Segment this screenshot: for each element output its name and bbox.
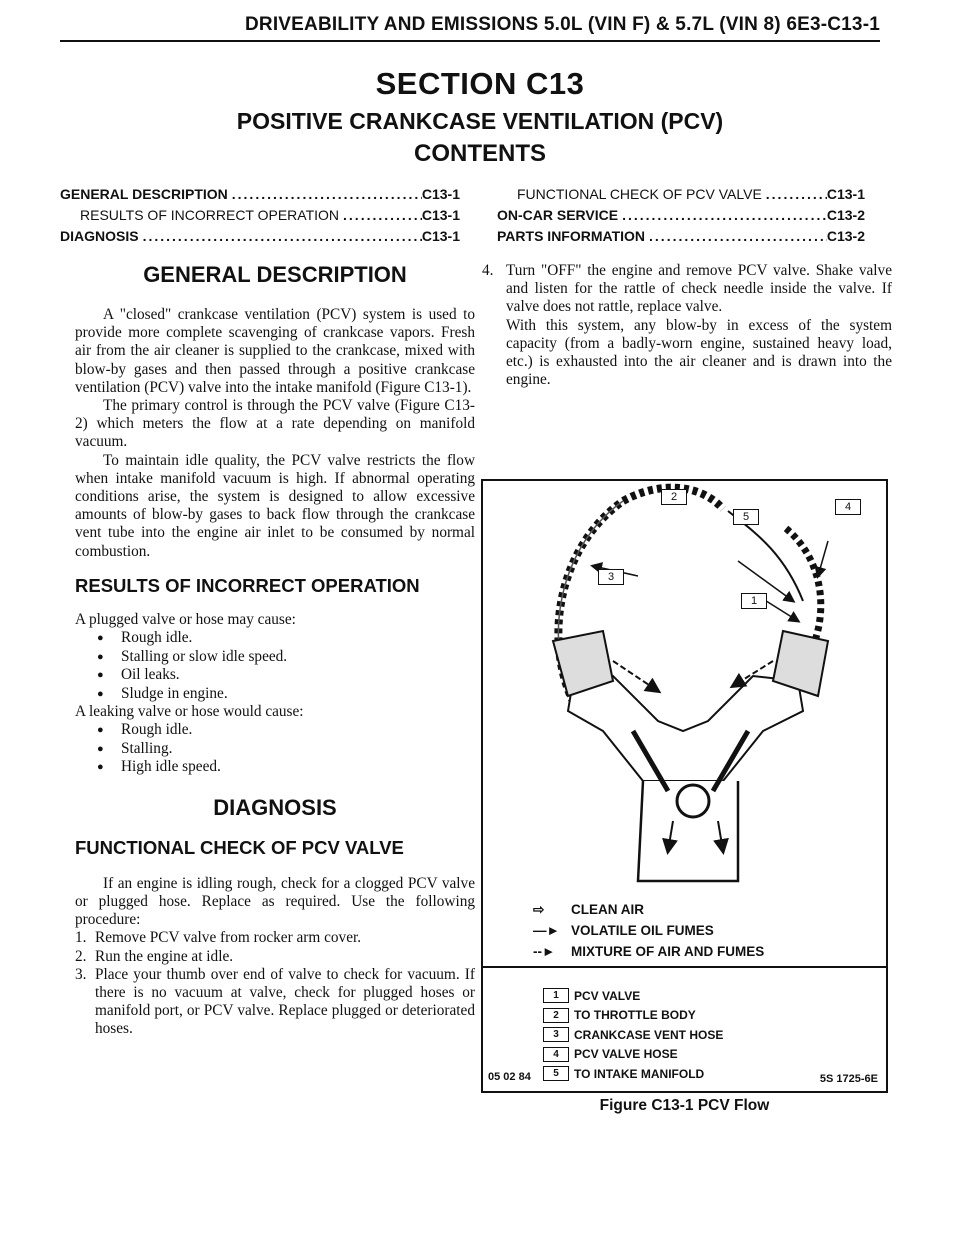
toc-entry <box>60 204 460 225</box>
general-description-p3: To maintain idle quality, the PCV valve restricts the flow when intake manifold vacuum is high. If abnormal operating conditions arise, the system is designed to allow excessive amounts of blow-by gases to back flow through the crankcase vent tube into the engine air inlet to be consumed by normal combustion. <box>75 451 475 560</box>
leaking-list <box>75 721 475 777</box>
legend-label: VOLATILE OIL FUMES <box>571 923 714 938</box>
running-header: DRIVEABILITY AND EMISSIONS 5.0L (VIN F) & 5.7L (VIN 8) 6E3-C13-1 <box>60 10 880 42</box>
toc-label: GENERAL DESCRIPTION <box>60 185 228 202</box>
list-item <box>75 929 475 947</box>
toc-page: C13-1 <box>421 185 460 202</box>
toc-page: C13-1 <box>826 185 865 202</box>
part-number: 4 <box>543 1047 569 1062</box>
list-item: ● Oil leaks. <box>97 666 475 685</box>
plugged-intro: A plugged valve or hose may cause: <box>75 610 296 628</box>
callout-4: 4 <box>835 499 861 515</box>
toc-page: C13-1 <box>421 227 460 244</box>
general-description-heading: GENERAL DESCRIPTION <box>143 262 407 287</box>
crankshaft-icon <box>677 785 709 817</box>
engine-block-icon <box>568 676 803 781</box>
diagnosis-heading: DIAGNOSIS <box>213 794 337 820</box>
list-item <box>75 966 475 1039</box>
callout-1: 1 <box>741 593 767 609</box>
step-text: Turn "OFF" the engine and remove PCV valve. Shake valve and listen for the rattle of check needle inside the valve. If valve does not rattle, replace valve. <box>506 262 892 316</box>
step-text: Place your thumb over end of valve to check for vacuum. If there is no vacuum at valve, check for plugged hoses or manifold port, or PCV valve. Replace plugged or deteriorated hoses. <box>95 965 475 1038</box>
legend-item <box>533 941 764 962</box>
plugged-list <box>75 629 475 703</box>
list-item: ● Stalling or slow idle speed. <box>97 648 475 667</box>
step-text: Remove PCV valve from rocker arm cover. <box>95 929 362 947</box>
part-number: 1 <box>543 988 569 1003</box>
figure-pcv-flow <box>481 479 888 1093</box>
toc-entry <box>497 204 865 225</box>
toc-label: DIAGNOSIS <box>60 227 139 244</box>
section-subtitle: POSITIVE CRANKCASE VENTILATION (PCV) <box>236 108 724 134</box>
procedure-steps-continued <box>482 262 892 317</box>
figure-ref-code: 5S 1725-6E <box>819 1073 878 1085</box>
step-text: Run the engine at idle. <box>95 947 234 965</box>
toc-right <box>497 183 865 246</box>
parts-key <box>543 986 723 1084</box>
legend-item <box>533 899 764 920</box>
part-label: PCV VALVE <box>574 988 641 1003</box>
part-label: CRANKCASE VENT HOSE <box>574 1027 724 1042</box>
callout-3: 3 <box>598 569 624 585</box>
section-title: SECTION C13 <box>375 66 585 101</box>
parts-item <box>543 986 723 1006</box>
part-number: 5 <box>543 1066 569 1081</box>
toc-entry <box>497 183 865 204</box>
step-number: 1. <box>75 929 87 947</box>
parts-item <box>543 1025 723 1045</box>
callout-2: 2 <box>661 489 687 505</box>
list-item: ● Stalling. <box>97 740 475 759</box>
step-number: 3. <box>75 965 87 983</box>
toc-entry <box>60 183 460 204</box>
toc-page: C13-1 <box>421 206 460 223</box>
figure-divider <box>483 966 886 968</box>
list-item: ● Rough idle. <box>97 721 475 740</box>
parts-item <box>543 1006 723 1026</box>
toc-left <box>60 183 460 246</box>
right-column <box>482 262 892 389</box>
figure-caption: Figure C13-1 PCV Flow <box>599 1097 770 1114</box>
part-label: PCV VALVE HOSE <box>574 1047 678 1062</box>
list-item: ● Sludge in engine. <box>97 685 475 704</box>
pcv-flow-diagram <box>483 481 886 891</box>
toc-leader <box>645 228 827 244</box>
toc-label: FUNCTIONAL CHECK OF PCV VALVE <box>517 185 762 202</box>
list-item <box>75 948 475 966</box>
list-item: ● High idle speed. <box>97 758 475 777</box>
part-label: TO THROTTLE BODY <box>574 1008 696 1023</box>
toc-leader <box>339 207 422 223</box>
legend-label: CLEAN AIR <box>571 902 644 917</box>
legend-label: MIXTURE OF AIR AND FUMES <box>571 944 765 959</box>
mixture-arrow-icon: --► <box>533 944 556 959</box>
procedure-steps <box>75 929 475 1038</box>
toc-entry <box>60 225 460 246</box>
toc-leader <box>762 186 827 202</box>
toc-label: PARTS INFORMATION <box>497 227 646 244</box>
volatile-arrow-icon: —► <box>533 923 560 938</box>
flow-legend <box>533 899 764 962</box>
general-description-p1: A "closed" crankcase ventilation (PCV) system is used to provide more complete scavenging of crankcase vapors. Fresh air from the air cleaner is supplied to the crankcase, mixed with blow-by gases and then passed through a positive crankcase ventilation (PCV) valve into the intake manifold (Figure C13-1). <box>75 306 475 396</box>
part-number: 3 <box>543 1027 569 1042</box>
general-description-p2: The primary control is through the PCV valve (Figure C13-2) which meters the flow at a rate depending on manifold vacuum. <box>75 397 475 451</box>
toc-label: ON-CAR SERVICE <box>497 206 619 223</box>
toc-leader <box>228 186 422 202</box>
contents-label: CONTENTS <box>414 140 546 167</box>
toc-leader <box>139 228 422 244</box>
toc-page: C13-2 <box>826 206 865 223</box>
parts-item <box>543 1045 723 1065</box>
toc-label: RESULTS OF INCORRECT OPERATION <box>80 206 340 223</box>
left-column <box>75 262 475 1039</box>
leader-line <box>763 599 798 621</box>
functional-check-heading: FUNCTIONAL CHECK OF PCV VALVE <box>75 836 404 858</box>
toc-page: C13-2 <box>826 227 865 244</box>
leader-line <box>818 541 828 576</box>
leaking-intro: A leaking valve or hose would cause: <box>75 703 304 721</box>
diagnosis-intro: If an engine is idling rough, check for a clogged PCV valve or plugged hose. Replace as required. Use the following procedure: <box>75 874 475 929</box>
legend-item <box>533 920 764 941</box>
list-item: ● Rough idle. <box>97 629 475 648</box>
blow-by-note: With this system, any blow-by in excess of the system capacity (from a badly-worn engine, sustained heavy load, etc.) is exhausted into the air cleaner and is drawn into the engine. <box>506 316 892 389</box>
callout-5: 5 <box>733 509 759 525</box>
step-number: 2. <box>75 947 87 965</box>
part-number: 2 <box>543 1008 569 1023</box>
list-item <box>482 262 892 317</box>
results-heading: RESULTS OF INCORRECT OPERATION <box>75 574 420 596</box>
part-label: TO INTAKE MANIFOLD <box>574 1066 705 1081</box>
clean-air-arrow-icon: ⇨ <box>533 901 545 917</box>
parts-item <box>543 1064 723 1084</box>
figure-date-code: 05 02 84 <box>488 1071 531 1083</box>
toc-leader <box>618 207 827 223</box>
step-number: 4. <box>482 262 494 279</box>
toc-entry <box>497 225 865 246</box>
